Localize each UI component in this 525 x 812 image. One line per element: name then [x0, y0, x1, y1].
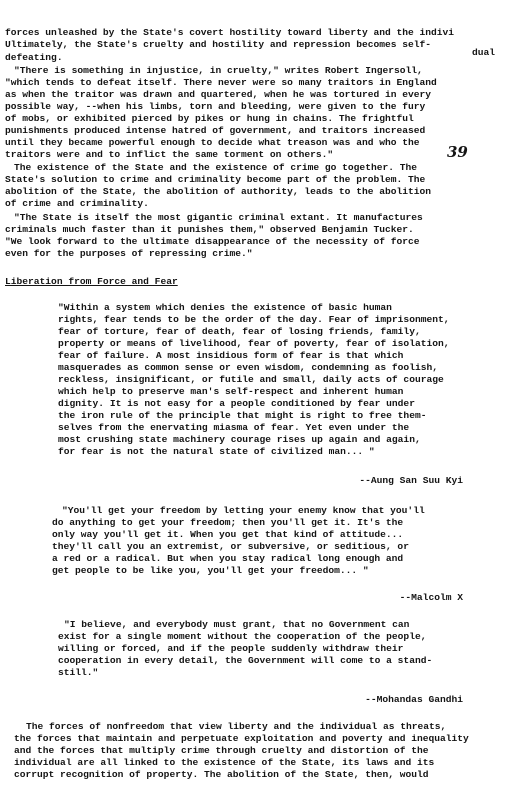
text-line: forces unleashed by the State's covert hostility toward liberty and the indivi — [5, 27, 455, 38]
quote-line: selves from the enervating miasma of fear. Yet even under the — [58, 422, 410, 433]
text-line: punishments produced intense hatred of government, and traitors increased — [5, 125, 426, 136]
quote-line: property or means of livelihood, fear of poverty, fear of isolation, — [58, 338, 450, 349]
quote-line: masquerades as common sense or even wisdom, condemning as foolish, — [58, 362, 438, 373]
text-line: until they became powerful enough to decide what treason was and who the — [5, 137, 420, 148]
quote-line: dignity. It is not easy for a people conditioned by fear under — [58, 398, 415, 409]
quote-line: only way you'll get it. When you get that kind of attitude... — [52, 529, 404, 540]
quote-line: still." — [58, 667, 99, 678]
text-line: even for the purposes of repressing crime." — [5, 248, 253, 259]
quote-line: "Within a system which denies the existence of basic human — [58, 302, 392, 313]
text-line: criminals much faster than it punishes them," observed Benjamin Tucker. — [5, 224, 414, 235]
quote-line: they'll call you an extremist, or subversive, or seditious, or — [52, 541, 409, 552]
quote-line: exist for a single moment without the cooperation of the people, — [58, 631, 427, 642]
text-line: Ultimately, the State's cruelty and hostility and repression becomes self- — [5, 39, 432, 50]
quote-line: "I believe, and everybody must grant, that no Government can — [64, 619, 410, 630]
quote-attribution: --Malcolm X — [399, 592, 463, 603]
text-line: and the forces that multiply crime through cruelty and distortion of the — [14, 745, 429, 756]
quote-attribution: --Aung San Suu Kyi — [359, 475, 463, 486]
quote-line: rights, fear tends to be the order of the day. Fear of imprisonment, — [58, 314, 450, 325]
page-number: 39 — [447, 143, 468, 161]
quote-line: willing or forced, and if the people suddenly withdraw their — [58, 643, 404, 654]
text-line: abolition of the State, the abolition of authority, leads to the abolition — [5, 186, 432, 197]
text-line: possible way, --when his limbs, torn and bleeding, were given to the fury — [5, 101, 426, 112]
quote-attribution: --Mohandas Gandhi — [365, 694, 463, 705]
text-line: The existence of the State and the existence of crime go together. The — [14, 162, 418, 173]
text-line: "which tends to defeat itself. There never were so many traitors in England — [5, 77, 437, 88]
text-line: of crime and criminality. — [5, 198, 149, 209]
quote-line: which help to preserve man's self-respect and inherent human — [58, 386, 404, 397]
text-line: of mobs, or exhibited pierced by pikes or hung in chains. The frightful — [5, 113, 414, 124]
text-line: "The State is itself the most gigantic criminal extant. It manufactures — [14, 212, 423, 223]
quote-line: the iron rule of the principle that might is right to free them- — [58, 410, 427, 421]
quote-line: most crushing state machinery courage rises up again and again, — [58, 434, 421, 445]
text-line: corrupt recognition of property. The abolition of the State, then, would — [14, 769, 429, 780]
text-line: the forces that maintain and perpetuate exploitation and poverty and inequality — [14, 733, 469, 744]
text-line: "There is something in injustice, in cruelty," writes Robert Ingersoll, — [14, 65, 423, 76]
text-line: traitors were and to inflict the same torment on others." — [5, 149, 334, 160]
text-line: "We look forward to the ultimate disappearance of the necessity of force — [5, 236, 420, 247]
text-line: individual are all linked to the existence of the State, its laws and its — [14, 757, 435, 768]
quote-line: fear of failure. A most insidious form of fear is that which — [58, 350, 404, 361]
text-line: State's solution to crime and criminality become part of the problem. The — [5, 174, 426, 185]
quote-line: "You'll get your freedom by letting your enemy know that you'll — [62, 505, 425, 516]
section-heading: Liberation from Force and Fear — [5, 276, 178, 287]
quote-line: for fear is not the natural state of civilized man... " — [58, 446, 375, 457]
quote-line: cooperation in every detail, the Government will come to a stand- — [58, 655, 433, 666]
quote-line: get people to be like you, you'll get your freedom... " — [52, 565, 369, 576]
text-line: defeating. — [5, 52, 63, 63]
quote-line: reckless, insignificant, or futile and small, daily acts of courage — [58, 374, 444, 385]
text-line: The forces of nonfreedom that view liberty and the individual as threats, — [26, 721, 447, 732]
quote-line: fear of torture, fear of death, fear of losing friends, family, — [58, 326, 421, 337]
quote-line: do anything to get your freedom; then you'll get it. It's the — [52, 517, 404, 528]
text-line-wrap: dual — [472, 47, 496, 58]
quote-line: a red or a radical. But when you stay radical long enough and — [52, 553, 404, 564]
text-line: as when the traitor was drawn and quartered, when he was tortured in every — [5, 89, 432, 100]
